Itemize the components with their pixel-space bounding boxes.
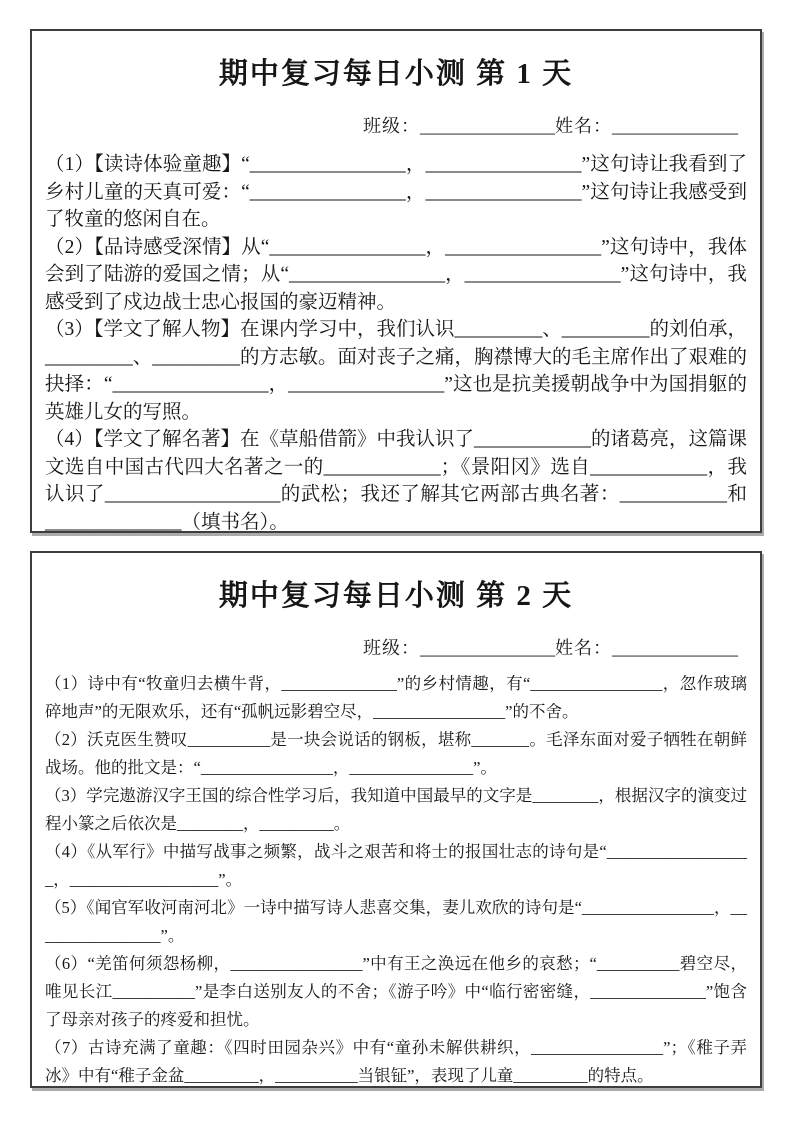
question-text: （5）《闻官军收河南河北》一诗中描写诗人悲喜交集，妻儿欢欣的诗句是“________________，________________”。 [45, 898, 747, 945]
question-text: （7）古诗充满了童趣：《四时田园杂兴》中有“童孙未解供耕织，________________”；《稚子弄冰》中有“稚子金盆_________，__________当银钲”，表现了儿童_________的特点。 [45, 1038, 747, 1085]
class-blank-line: _______________ [420, 116, 555, 136]
worksheet-day1 [30, 29, 762, 533]
question-text: （1）诗中有“牧童归去横牛背，______________”的乡村情趣，有“________________，忽作玻璃碎地声”的无限欢乐，还有“孤帆远影碧空尽，________________”的不舍。 [45, 674, 747, 721]
sheet-title: 期中复习每日小测 第 1 天 [218, 58, 574, 90]
name-blank-line: ______________ [612, 116, 738, 136]
name-label: 姓名： [555, 638, 612, 658]
student-info-row [45, 634, 747, 660]
question-text: （4）《从军行》中描写战事之频繁，战斗之艰苦和将士的报国壮志的诗句是“__________________，__________________”。 [45, 842, 747, 889]
question-text: （3）【学文了解人物】在课内学习中，我们认识_________、_________的刘伯承，_________、_________的方志敏。面对丧子之痛，胸襟博大的毛主席作出了艰难的抉择：“________________，________________”这也是抗美援朝战争中为国捐躯的英雄儿女的写照。 [45, 319, 748, 423]
class-label: 班级： [363, 638, 420, 658]
question-text: （1）【读诗体验童趣】“________________，________________”这句诗让我看到了乡村儿童的天真可爱：“________________，________________”这句诗让我感受到了牧童的悠闲自在。 [45, 154, 747, 230]
question-text: （2）沃克医生赞叹__________是一块会说话的钢板，堪称_______。毛泽东面对爱子牺牲在朝鲜战场。他的批文是：“________________，_______________”。 [45, 730, 747, 777]
question-text: （2）【品诗感受深情】从“________________，________________”这句诗中，我体会到了陆游的爱国之情；从“________________，________________”这句诗中，我感受到了戍边战士忠心报国的豪迈精神。 [45, 236, 747, 313]
question-text: （3）学完遨游汉字王国的综合性学习后，我知道中国最早的文字是________，根据汉字的演变过程小篆之后依次是________，_________。 [45, 786, 747, 833]
class-label: 班级： [363, 116, 420, 136]
name-blank-line: ______________ [612, 638, 738, 658]
worksheet-day2 [30, 551, 762, 1088]
question-text: （4）【学文了解名著】在《草船借箭》中我认识了____________的诸葛亮，这篇课文选自中国古代四大名著之一的____________；《景阳冈》选自____________，我认识了__________________的武松；我还了解其它两部古典名著：___________和 ______________（填书名）。 [45, 429, 748, 533]
sheet-title: 期中复习每日小测 第 2 天 [218, 580, 574, 612]
student-info-row [45, 112, 747, 138]
name-label: 姓名： [555, 116, 612, 136]
question-list [45, 670, 747, 1088]
question-list [45, 151, 747, 533]
question-text: （6）“羌笛何须怨杨柳，________________”中有王之涣远在他乡的哀愁；“__________碧空尽，唯见长江__________”是李白送别友人的不舍；《游子吟》中“临行密密缝，______________”饱含了母亲对孩子的疼爱和担忧。 [45, 954, 747, 1029]
class-blank-line: _______________ [420, 638, 555, 658]
